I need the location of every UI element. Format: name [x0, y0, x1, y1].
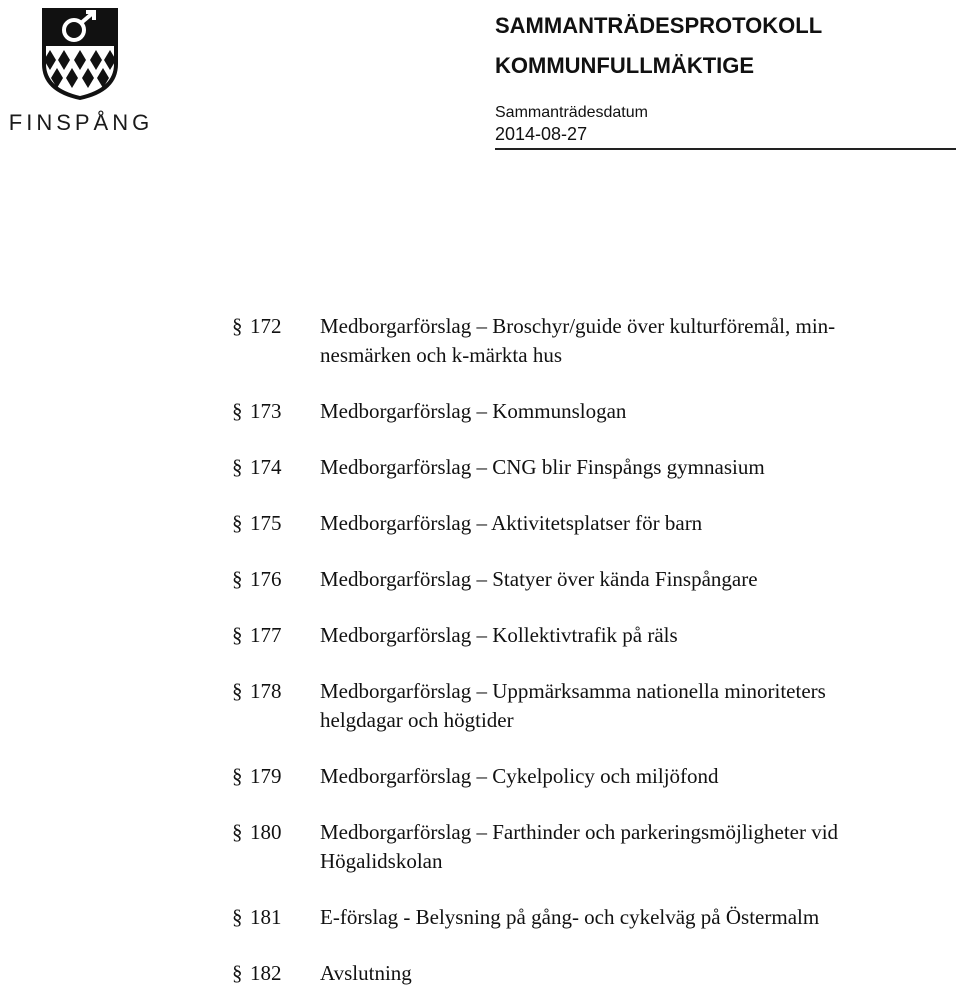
- agenda-item: [232, 621, 932, 650]
- item-title-line: Medborgarförslag – Farthinder och parkeringsmöjligheter vid: [320, 820, 839, 844]
- item-number: 177: [250, 623, 282, 647]
- item-title: Medborgarförslag – Statyer över kända Finspångare: [320, 567, 758, 591]
- item-title: Medborgarförslag – CNG blir Finspångs gymnasium: [320, 455, 765, 479]
- agenda-item: [232, 818, 932, 876]
- item-title-line: helgdagar och högtider: [320, 708, 514, 732]
- item-number: 181: [250, 905, 282, 929]
- date-label: Sammanträdesdatum: [495, 104, 648, 121]
- body-name: KOMMUNFULLMÄKTIGE: [495, 53, 755, 78]
- agenda-list: [232, 312, 932, 988]
- item-number: 172: [250, 314, 282, 338]
- item-title: [320, 818, 920, 876]
- item-title: Medborgarförslag – Cykelpolicy och miljöfond: [320, 764, 719, 788]
- section-symbol: §: [232, 623, 243, 647]
- section-symbol: §: [232, 820, 243, 844]
- section-symbol: §: [232, 314, 243, 338]
- document-header: [495, 6, 822, 145]
- item-title: Medborgarförslag – Aktivitetsplatser för barn: [320, 511, 703, 535]
- item-number: 179: [250, 764, 282, 788]
- agenda-item: [232, 677, 932, 735]
- item-title: Avslutning: [320, 961, 412, 985]
- agenda-item: [232, 397, 932, 426]
- agenda-item: [232, 565, 932, 594]
- item-title: Medborgarförslag – Kollektivtrafik på räls: [320, 623, 678, 647]
- meeting-date: 2014-08-27: [495, 124, 588, 144]
- header-divider: [495, 148, 956, 150]
- section-symbol: §: [232, 764, 243, 788]
- section-symbol: §: [232, 961, 243, 985]
- item-number: 176: [250, 567, 282, 591]
- item-title-line: nesmärken och k-märkta hus: [320, 343, 563, 367]
- section-symbol: §: [232, 511, 243, 535]
- agenda-item: [232, 903, 932, 932]
- item-number: 178: [250, 679, 282, 703]
- finspang-logo: [6, 6, 156, 135]
- item-title-line: Medborgarförslag – Uppmärksamma nationella minoriteters: [320, 679, 826, 703]
- agenda-item: [232, 762, 932, 791]
- item-title: Medborgarförslag – Kommunslogan: [320, 399, 627, 423]
- agenda-item: [232, 312, 932, 370]
- item-title-line: Högalidskolan: [320, 849, 443, 873]
- item-title-line: Medborgarförslag – Broschyr/guide över kulturföremål, min-: [320, 314, 836, 338]
- item-number: 175: [250, 511, 282, 535]
- item-number: 174: [250, 455, 282, 479]
- section-symbol: §: [232, 905, 243, 929]
- coat-of-arms-icon: [40, 6, 120, 102]
- item-number: 180: [250, 820, 282, 844]
- agenda-item: [232, 453, 932, 482]
- logo-text: FINSPÅNG: [8, 110, 154, 135]
- agenda-item: [232, 959, 932, 988]
- section-symbol: §: [232, 399, 243, 423]
- item-title: [320, 312, 920, 370]
- section-symbol: §: [232, 679, 243, 703]
- item-title: [320, 677, 920, 735]
- item-number: 182: [250, 961, 282, 985]
- item-number: 173: [250, 399, 282, 423]
- item-title: E-förslag - Belysning på gång- och cykelväg på Östermalm: [320, 905, 820, 929]
- agenda-item: [232, 509, 932, 538]
- section-symbol: §: [232, 567, 243, 591]
- document-type: SAMMANTRÄDESPROTOKOLL: [495, 13, 823, 38]
- section-symbol: §: [232, 455, 243, 479]
